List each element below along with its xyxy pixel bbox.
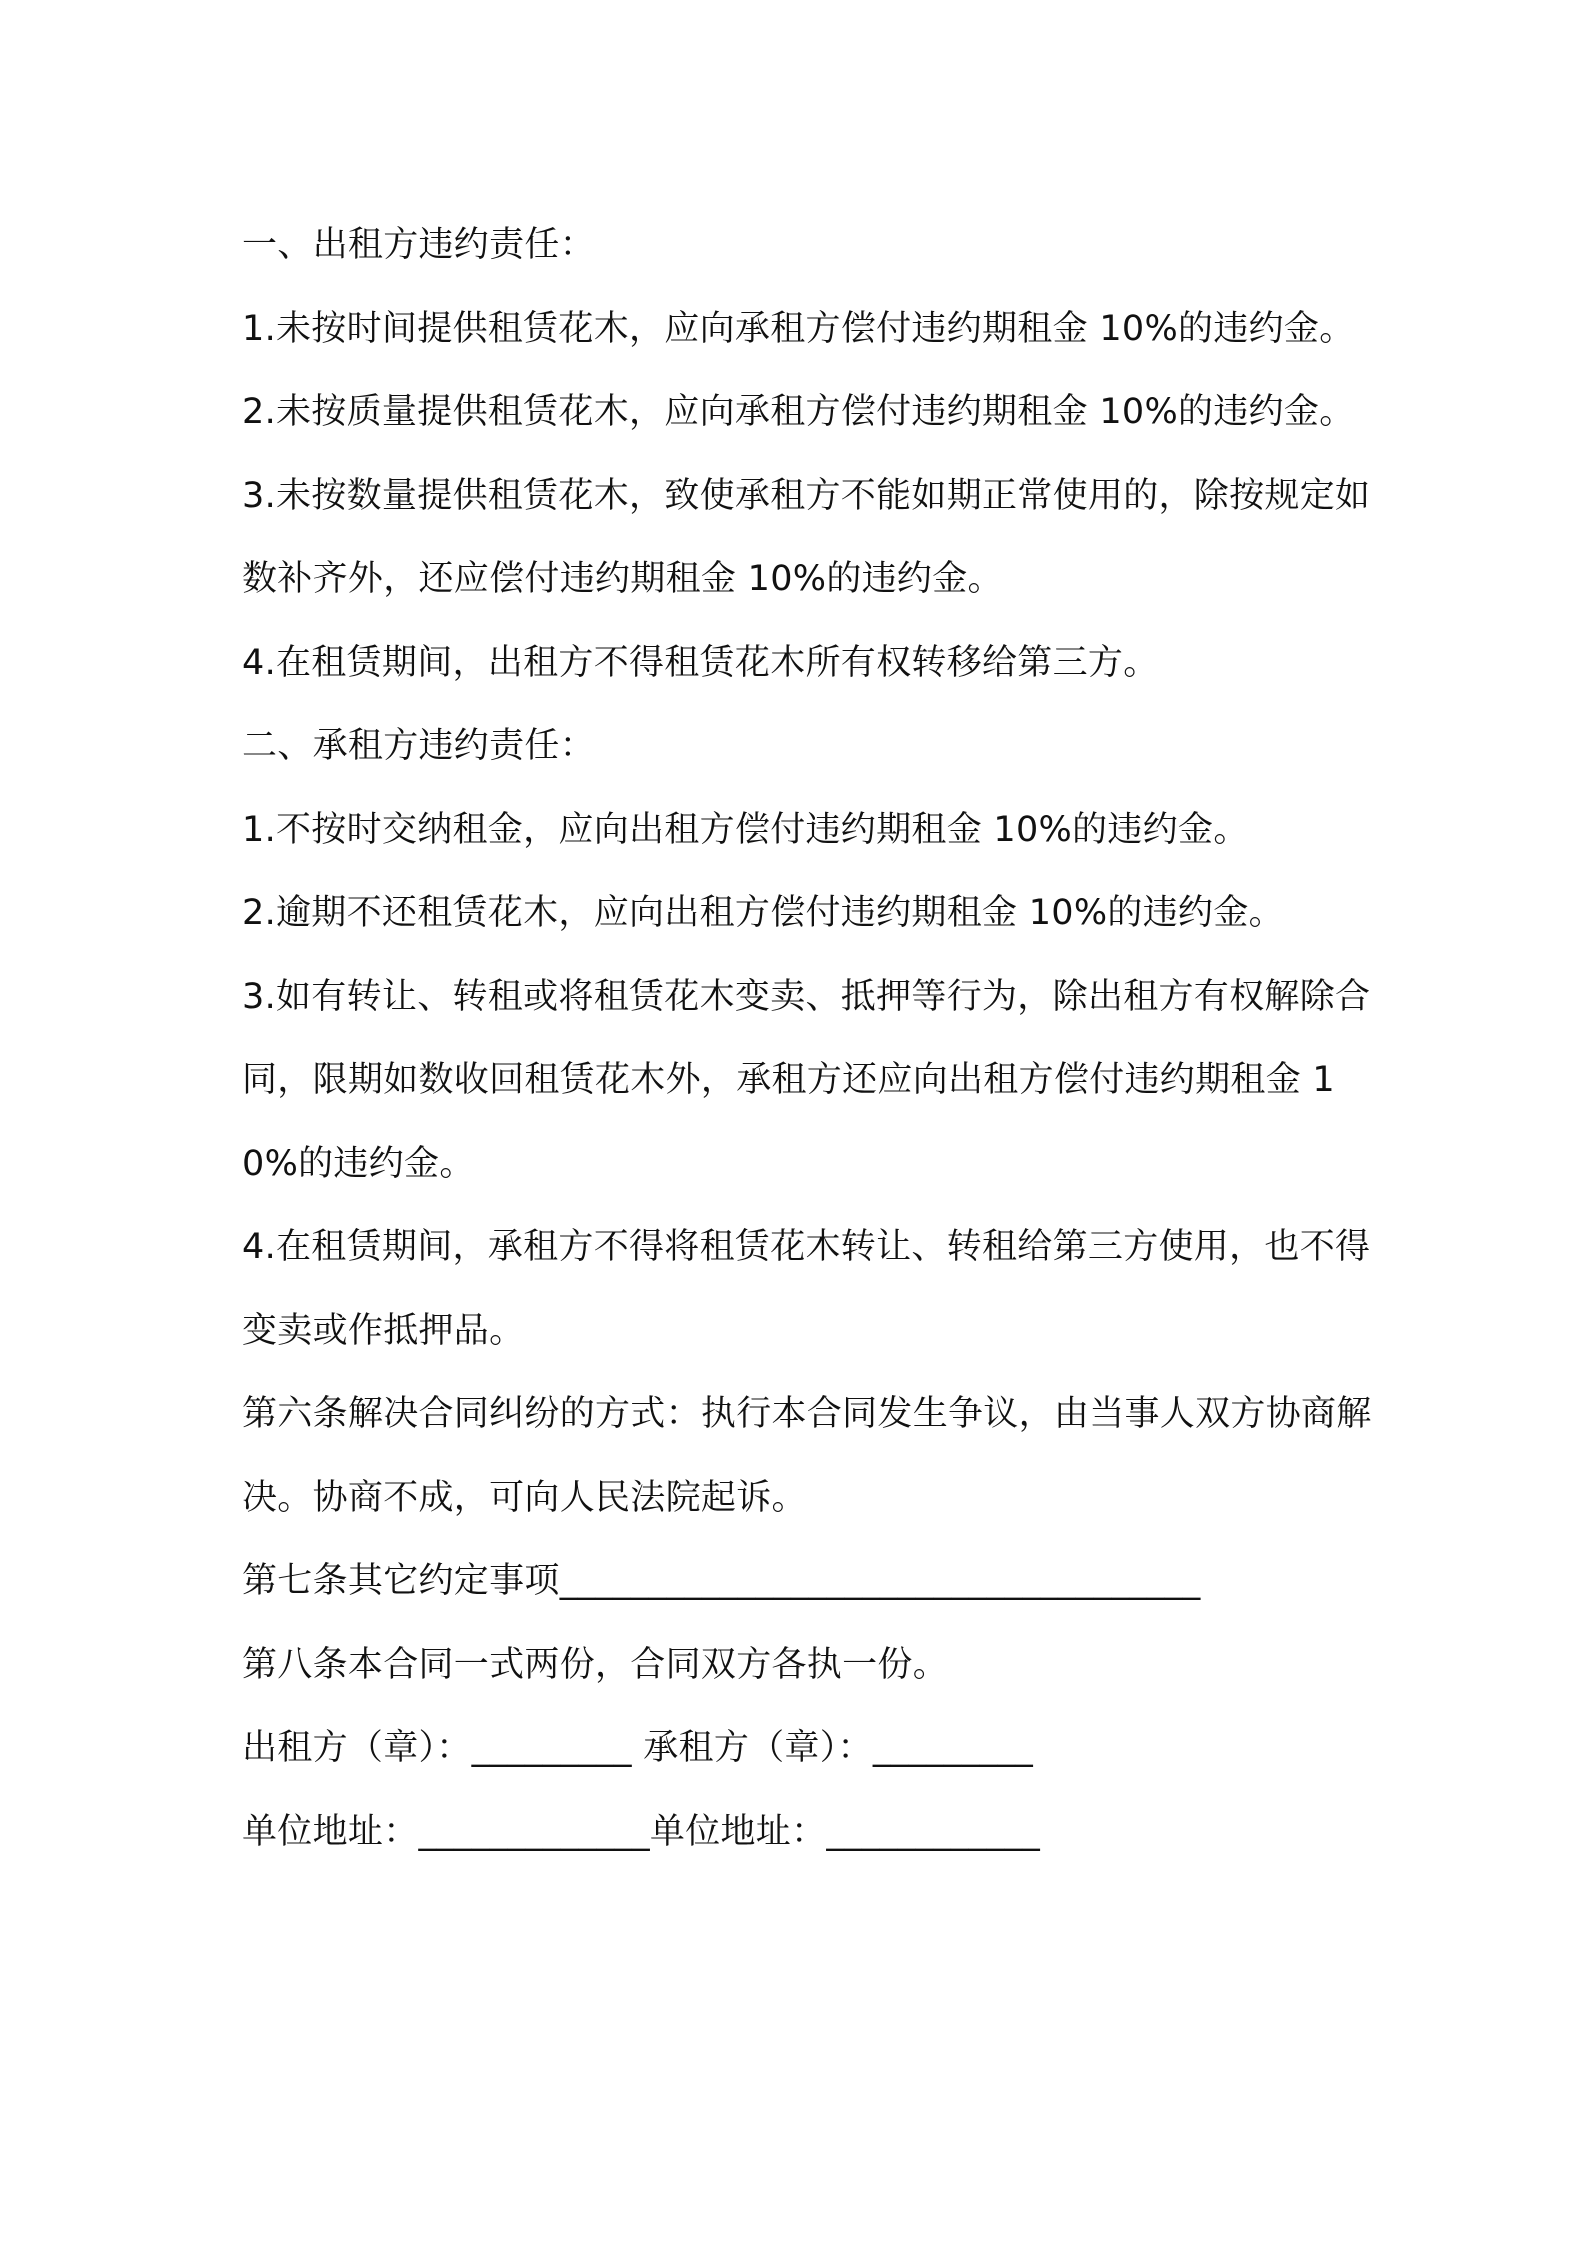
- lessee-clause-4: 4.在租赁期间，承租方不得将租赁花木转让、转租给第三方使用，也不得变卖或作抵押品。: [242, 1227, 1371, 1351]
- lessee-clause-2: 2.逾期不还租赁花木，应向出租方偿付违约期租金 10%的违约金。: [242, 893, 1284, 933]
- lessor-clause-1: 1.未按时间提供租赁花木，应向承租方偿付违约期租金 10%的违约金。: [242, 308, 1355, 349]
- article-8-copies: 第八条本合同一式两份，合同双方各执一份。: [242, 1644, 949, 1685]
- signature-seal-line: 出租方（章）：_________ 承租方（章）：_________: [242, 1728, 1034, 1768]
- lessor-clause-3: 3.未按数量提供租赁花木，致使承租方不能如期正常使用的，除按规定如数补齐外，还应偿付违约期租金 10%的违约金。: [242, 475, 1371, 599]
- lessee-liability-heading: 二、承租方违约责任：: [242, 726, 596, 766]
- lessor-clause-4: 4.在租赁期间，出租方不得租赁花木所有权转移给第三方。: [242, 642, 1159, 683]
- lessee-clause-3: 3.如有转让、转租或将租赁花木变卖、抵押等行为，除出租方有权解除合同，限期如数收回租赁花木外，承租方还应向出租方偿付违约期租金 10%的违约金。: [242, 976, 1371, 1184]
- article-7-other-matters: 第七条其它约定事项____________________________________: [242, 1561, 1201, 1601]
- lessor-liability-heading: 一、出租方违约责任：: [242, 225, 596, 265]
- article-6-dispute-resolution: 第六条解决合同纠纷的方式：执行本合同发生争议，由当事人双方协商解决。协商不成，可向人民法院起诉。: [242, 1394, 1372, 1518]
- lessor-clause-2: 2.未按质量提供租赁花木，应向承租方偿付违约期租金 10%的违约金。: [242, 392, 1355, 432]
- lessee-clause-1: 1.不按时交纳租金，应向出租方偿付违约期租金 10%的违约金。: [242, 809, 1249, 850]
- document-body: [242, 204, 1372, 1874]
- address-line: 单位地址：_____________单位地址：____________: [242, 1811, 1041, 1852]
